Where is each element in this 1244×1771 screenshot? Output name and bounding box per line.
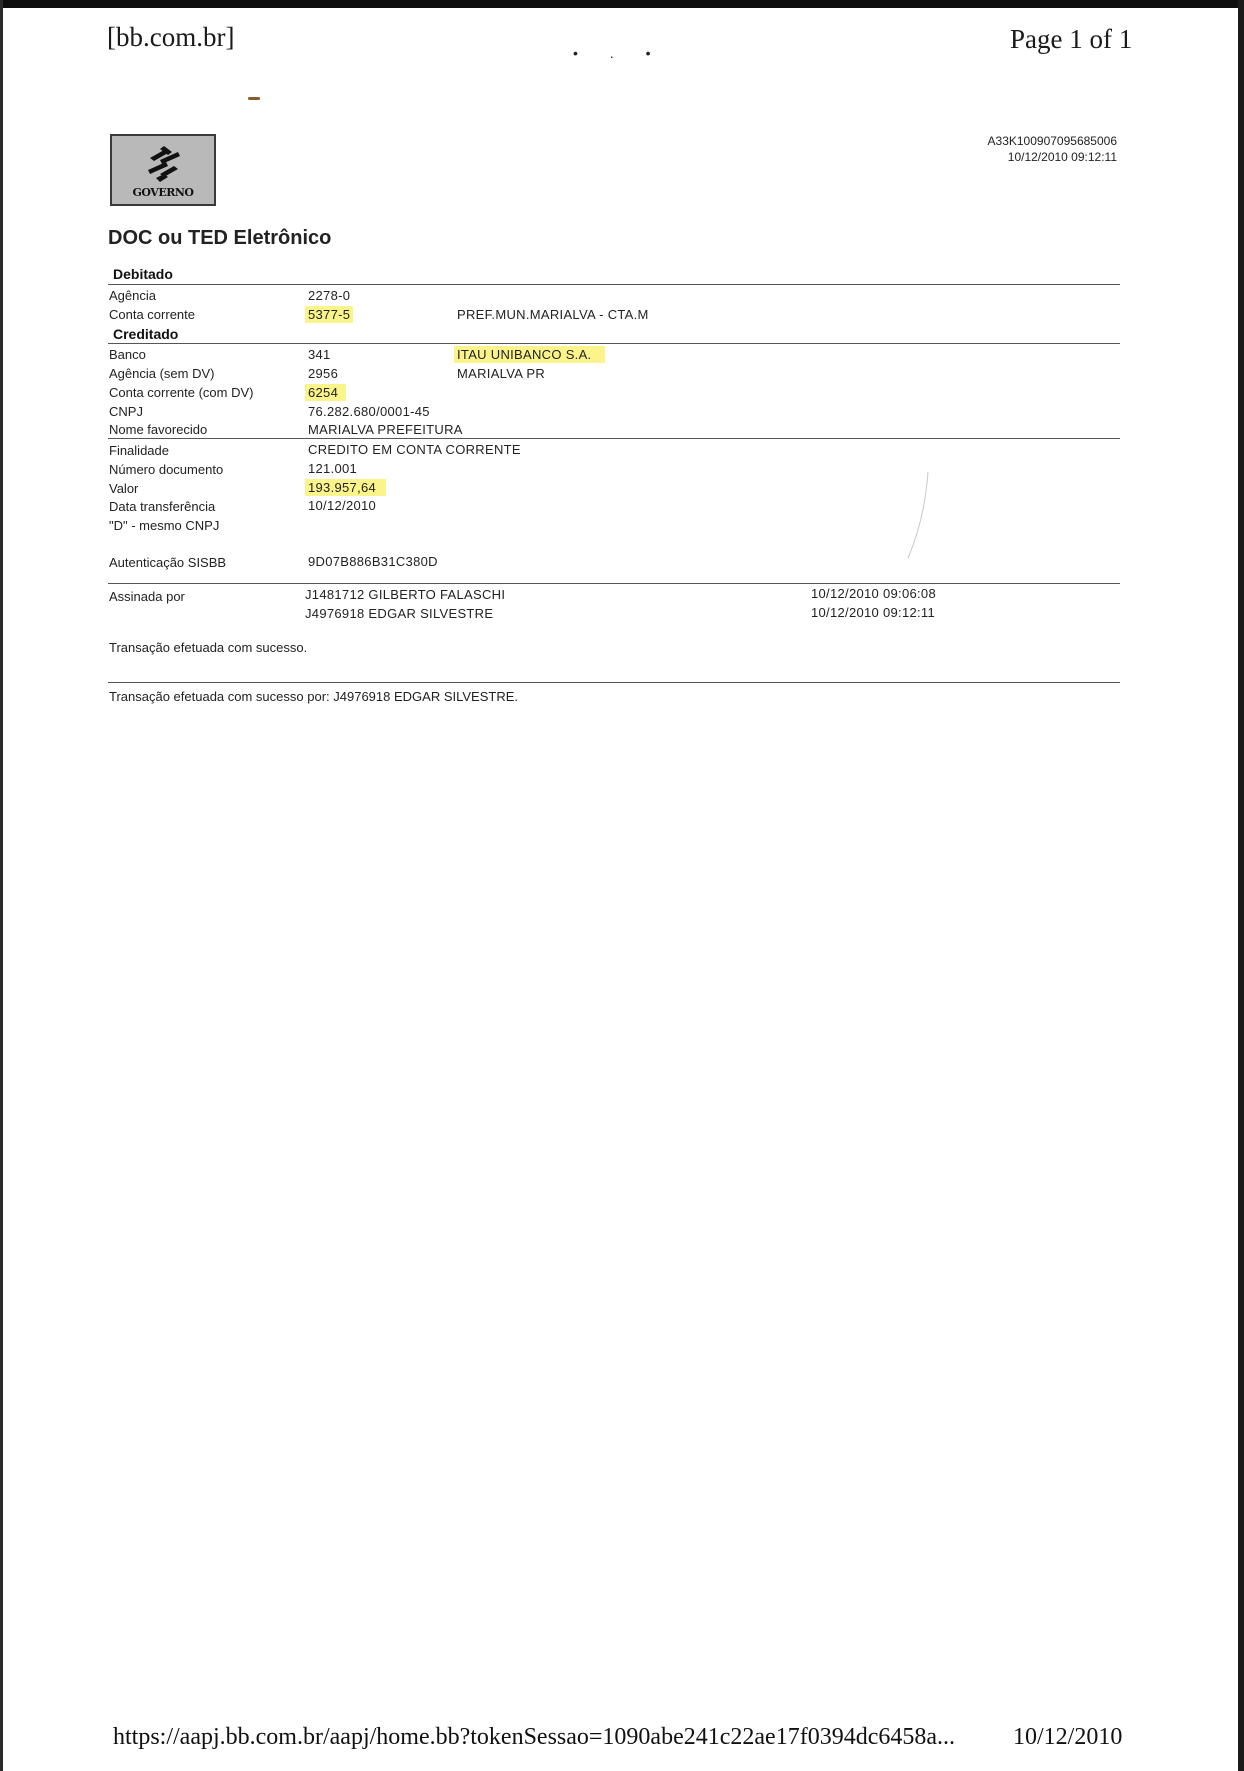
highlighted-value: 6254	[305, 384, 346, 401]
field-label: Conta corrente (com DV)	[109, 385, 254, 400]
field-value-highlighted	[308, 385, 346, 400]
field-label: "D" - mesmo CNPJ	[109, 518, 220, 533]
divider	[108, 583, 1120, 584]
highlighted-value: ITAU UNIBANCO S.A.	[454, 346, 605, 363]
bank-logo	[110, 134, 216, 206]
field-value-highlighted	[308, 480, 386, 495]
field-extra-highlighted	[457, 347, 605, 362]
divider	[108, 438, 1120, 439]
field-extra: MARIALVA PR	[457, 366, 546, 381]
scan-smudge	[248, 97, 260, 100]
signer-name: J4976918 EDGAR SILVESTRE	[305, 606, 494, 621]
status-message-by: Transação efetuada com sucesso por: J4976918 EDGAR SILVESTRE.	[109, 689, 518, 704]
field-value-highlighted	[308, 307, 353, 322]
print-footer-url: https://aapj.bb.com.br/aapj/home.bb?tokenSessao=1090abe241c22ae17f0394dc6458a...	[113, 1724, 955, 1750]
pen-mark	[898, 470, 938, 560]
logo-text: GOVERNO	[132, 186, 194, 199]
document-code: A33K100907095685006	[987, 134, 1117, 148]
field-label: Finalidade	[109, 443, 169, 458]
field-label: Agência (sem DV)	[109, 366, 215, 381]
field-label: Assinada por	[109, 589, 185, 604]
signer-name: J1481712 GILBERTO FALASCHI	[305, 587, 506, 602]
field-label: Banco	[109, 347, 146, 362]
document-code-block	[880, 133, 1117, 165]
section-heading-debitado: Debitado	[113, 266, 173, 282]
divider	[108, 343, 1120, 344]
status-message: Transação efetuada com sucesso.	[109, 640, 308, 655]
signer-datetime: 10/12/2010 09:12:11	[811, 605, 936, 620]
document-datetime: 10/12/2010 09:12:11	[1007, 150, 1117, 164]
scan-edge-top	[0, 0, 1244, 8]
field-label: Data transferência	[109, 499, 216, 514]
print-footer-date: 10/12/2010	[1013, 1724, 1123, 1750]
scan-edge-left	[0, 0, 3, 1771]
divider	[108, 284, 1120, 285]
field-value: 121.001	[308, 461, 358, 476]
field-label: Agência	[109, 288, 156, 303]
print-header-page: Page 1 of 1	[1010, 24, 1133, 54]
field-label: Nome favorecido	[109, 422, 208, 437]
field-value: 2956	[308, 366, 339, 381]
field-value: 2278-0	[308, 288, 351, 303]
field-value: CREDITO EM CONTA CORRENTE	[308, 442, 521, 457]
scan-marks: • . •	[573, 45, 665, 61]
signer-datetime: 10/12/2010 09:06:08	[811, 586, 936, 601]
highlighted-value: 193.957,64	[305, 479, 386, 496]
print-header-site: [bb.com.br]	[107, 22, 235, 52]
field-extra: PREF.MUN.MARIALVA - CTA.M	[457, 307, 649, 322]
field-value: 341	[308, 347, 331, 362]
scan-edge-right	[1238, 0, 1244, 1771]
field-value: 10/12/2010	[308, 498, 377, 513]
field-value: 76.282.680/0001-45	[308, 404, 430, 419]
field-label: Autenticação SISBB	[109, 555, 227, 570]
field-value: MARIALVA PREFEITURA	[308, 422, 463, 437]
divider	[108, 682, 1120, 683]
field-label: CNPJ	[109, 404, 143, 419]
page-title: DOC ou TED Eletrônico	[108, 227, 332, 249]
bb-logo-icon	[142, 144, 186, 184]
field-label: Número documento	[109, 462, 224, 477]
field-label: Conta corrente	[109, 307, 195, 322]
section-heading-creditado: Creditado	[113, 326, 179, 342]
authentication-code: 9D07B886B31C380D	[308, 554, 438, 569]
field-label: Valor	[109, 481, 139, 496]
highlighted-value: 5377-5	[305, 306, 353, 323]
